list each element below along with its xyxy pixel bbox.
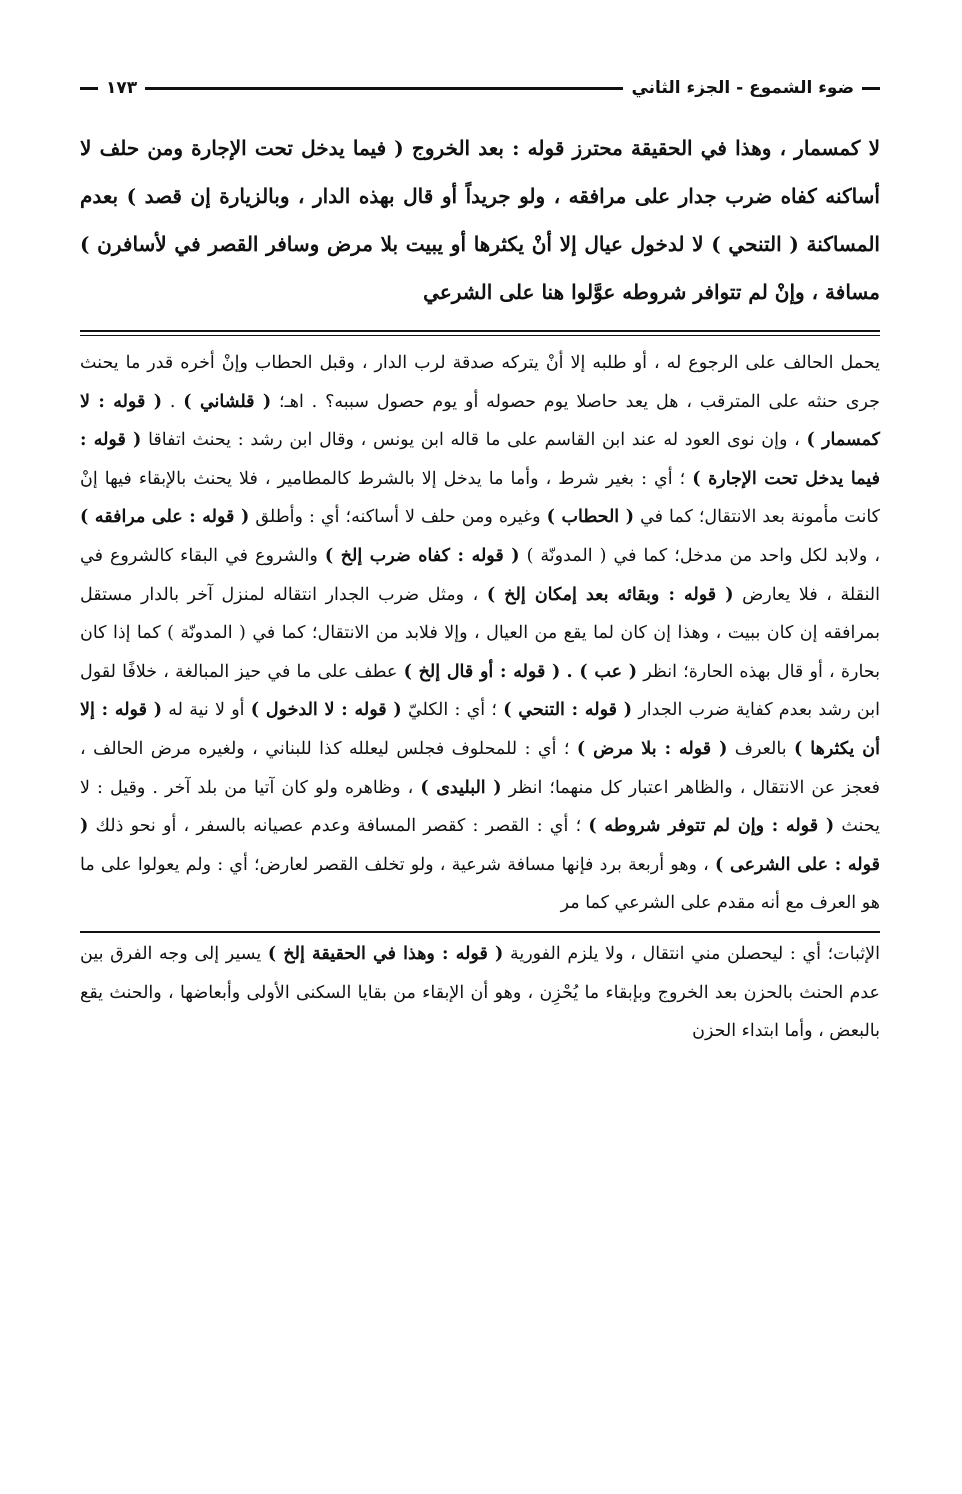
commentary-text: ، ومثل ضرب الجدار انتقاله لمنزل آخر بالدار مستقل بمرافقه إن كان ببيت ، وهذا إن كان لما يقع من العيال ، وإلا فلابد من الانتقال؛ كما في ( المدونّة ) كما إذا كان بحارة ، أو قال بهذه الحارة؛ انظر: [80, 584, 880, 682]
commentary-text: وغيره ومن حلف لا أساكنه؛ أي : وأطلق: [255, 507, 541, 528]
commentary-paragraph: [80, 344, 880, 923]
commentary-heading: ( قوله : التنحي ): [503, 700, 633, 721]
commentary-heading: ( قوله : على مرافقه ): [80, 507, 250, 528]
cited-source: ( قلشاني ): [183, 391, 272, 412]
header-dash-right: [862, 87, 880, 90]
main-text-block: [80, 124, 880, 316]
commentary-text: ، وظاهره ولو كان آتيا من بلد آخر . وقيل : لا يحنث: [80, 777, 880, 837]
book-title: ضوء الشموع - الجزء الثاني: [631, 78, 854, 98]
main-text: لا كمسمار ، وهذا في الحقيقة محترز قوله : بعد الخروج ( فيما يدخل تحت الإجارة ومن حلف لا أساكنه كفاه ضرب جدار على مرافقه ، ولو جريداً أو قال بهذه الدار ، وبالزيارة إن قصد ) بعدم المساكنة ( التنحي ) لا لدخول عيال إلا أنْ يكثرها أو يبيت بلا مرض وسافر القصر في لأسافرن ) مسافة ، وإنْ لم تتوافر شروطه عوَّلوا هنا على الشرعي: [80, 136, 880, 304]
commentary-text: .: [169, 391, 176, 412]
footnote-paragraph: [80, 935, 880, 1051]
commentary-heading: ( قوله : بلا مرض ): [576, 738, 728, 759]
footnote-block: [80, 935, 880, 1051]
cited-source: ( الحطاب ): [546, 507, 635, 528]
commentary-text: ، وإن نوى العود له عند ابن القاسم على ما قاله ابن يونس ، وقال ابن رشد : يحنث اتفاقا: [148, 430, 800, 451]
section-divider-single: [80, 931, 880, 933]
commentary-text: ، وهو أربعة برد فإنها مسافة شرعية ، ولو تخلف القصر لعارض؛ أي : ولم يعولوا على ما هو العرف مع أنه مقدم على الشرعي كما مر: [80, 854, 880, 914]
cited-source: ( عب ) .: [566, 661, 638, 682]
commentary-heading: ( قوله : كفاه ضرب إلخ ): [324, 545, 520, 566]
commentary-heading: ( قوله : وبقائه بعد إمكان إلخ ): [486, 584, 734, 605]
commentary-block: [80, 344, 880, 923]
cited-source: ( البليدى ): [420, 777, 502, 798]
commentary-text: أو لا نية له: [168, 700, 245, 721]
commentary-text: ؛ أي : القصر : كقصر المسافة وعدم عصيانه بالسفر ، أو نحو ذلك: [95, 816, 582, 837]
commentary-text: ؛ أي : الكليّ: [407, 700, 497, 721]
footnote-text: يسير إلى وجه الفرق بين عدم الحنث بالحزن بعد الخروج وبإبقاء ما يُحْزِن ، وهو أن الإبقاء من بقايا السكنى الأولى وأبعاضها ، والحنث يقع بالبعض ، وأما ابتداء الحزن: [80, 943, 880, 1042]
running-header: [80, 70, 880, 106]
commentary-heading: ( قوله : لا كمسمار ): [80, 391, 881, 451]
commentary-heading: ( قوله : على الشرعى ): [80, 816, 881, 875]
book-page: [80, 70, 880, 1051]
commentary-heading: ( قوله : فيما يدخل تحت الإجارة ): [80, 430, 880, 489]
commentary-heading: ( قوله : لا الدخول ): [250, 700, 402, 721]
commentary-text: عطف على ما في حيز المبالغة ، خلافًا لقول ابن رشد بعدم كفاية ضرب الجدار: [80, 661, 880, 721]
commentary-text: يحمل الحالف على الرجوع له ، أو طلبه إلا أنْ يتركه صدقة لرب الدار ، وقبل الحطاب وإنْ أخره قدر ما يحنث جرى حنثه على المترقب ، هل يعد حاصلا يوم حصوله أو يوم حصول سببه؟ . اهـ؛: [80, 353, 880, 412]
footnote-heading: ( قوله : وهذا في الحقيقة إلخ ): [267, 943, 504, 964]
commentary-heading: ( قوله : وإن لم تتوفر شروطه ): [588, 816, 835, 837]
commentary-heading: ( قوله : أو قال إلخ ): [403, 661, 561, 682]
commentary-text: ، ولابد لكل واحد من مدخل؛ كما في ( المدونّة ): [526, 545, 880, 566]
commentary-text: ؛ أي : للمحلوف فجلس ليعلله كذا للبناني ، ولغيره مرض الحالف ، فعجز عن الانتقال ، والظاهر اعتبار كل منهما؛ انظر: [80, 738, 880, 798]
commentary-text: بالعرف: [734, 738, 787, 759]
header-rule: [145, 87, 623, 90]
commentary-text: والشروع في البقاء كالشروع في النقلة ، فلا يعارض: [80, 545, 881, 605]
footnote-text: الإثبات؛ أي : ليحصلن مني انتقال ، ولا يلزم الفورية: [509, 943, 880, 964]
commentary-heading: ( قوله : إلا أن يكثرها ): [80, 700, 880, 759]
commentary-text: ؛ أي : بغير شرط ، وأما ما يدخل إلا بالشرط كالمطامير ، فلا يحنث بالإبقاء فيها إنْ كانت مأمونة بعد الانتقال؛ كما في: [80, 468, 881, 528]
page-number: ١٧٣: [106, 78, 138, 98]
header-dash-left: [80, 87, 98, 90]
section-divider-double: [80, 330, 880, 336]
